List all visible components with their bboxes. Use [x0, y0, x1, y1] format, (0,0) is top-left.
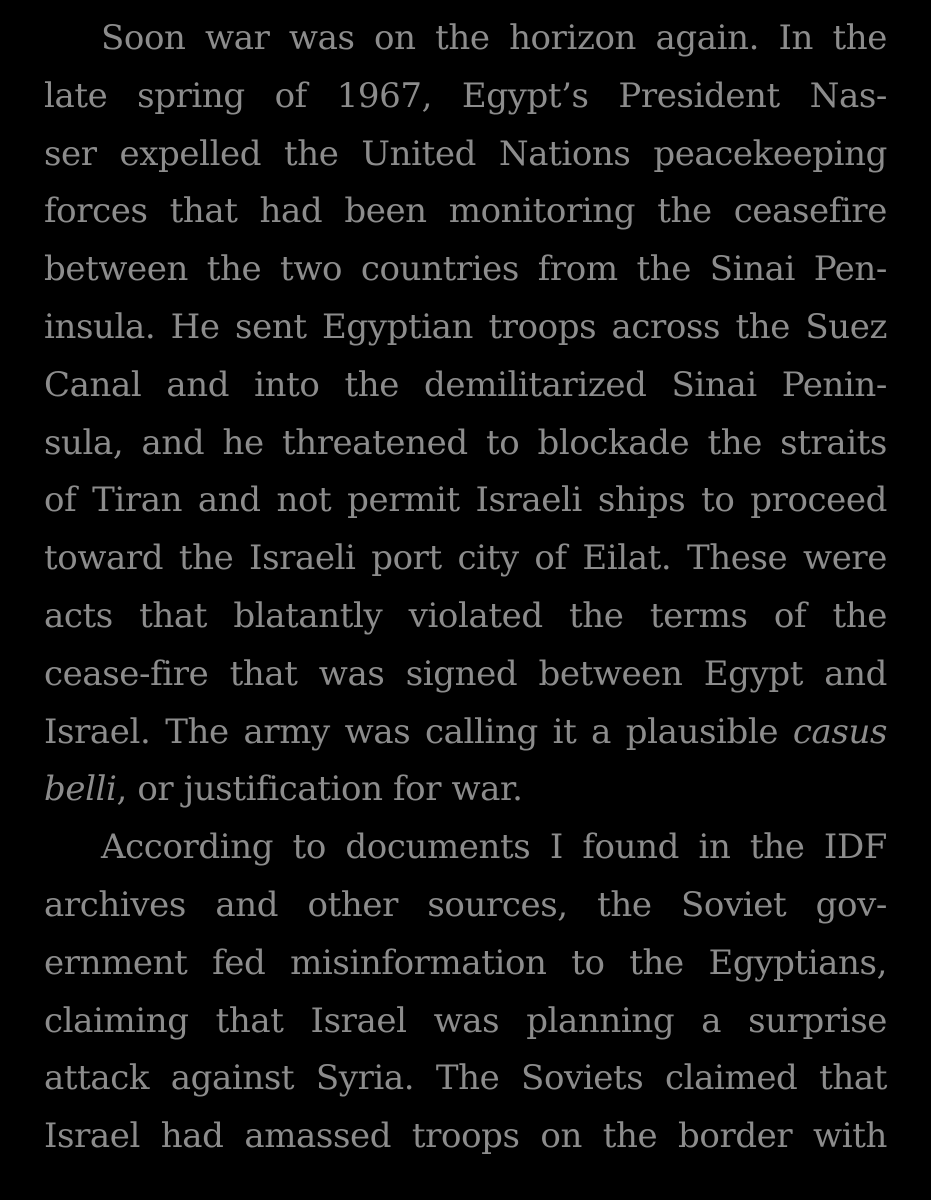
- text-line: ernment fed misinformation to the Egyptians,: [44, 942, 887, 983]
- text-line: Israel had amassed troops on the border with: [44, 1116, 887, 1157]
- text-line: According to documents I found in the IDF: [101, 827, 887, 868]
- text-line: attack against Syria. The Soviets claimed that: [44, 1058, 887, 1099]
- italic-text: casus: [792, 711, 887, 752]
- text-line: cease-fire that was signed between Egypt and: [44, 653, 887, 694]
- text-line: [44, 704, 887, 762]
- paragraph-2: [44, 819, 887, 1166]
- text-line: ser expelled the United Nations peacekeeping: [44, 133, 887, 174]
- text-line: forces that had been monitoring the ceasefire: [44, 191, 887, 232]
- text-line: archives and other sources, the Soviet gov-: [44, 884, 887, 925]
- text-run: Israel. The army was calling it a plausible: [44, 711, 779, 752]
- text-line: insula. He sent Egyptian troops across the Suez: [44, 306, 887, 347]
- text-line: between the two countries from the Sinai Pen-: [44, 249, 887, 290]
- text-line: toward the Israeli port city of Eilat. These were: [44, 538, 887, 579]
- book-page: [44, 10, 887, 1166]
- italic-text: belli: [44, 769, 117, 810]
- paragraph-1: [44, 10, 887, 819]
- text-line: acts that blatantly violated the terms of the: [44, 595, 887, 636]
- text-run: , or justification for war.: [116, 769, 523, 810]
- text-line: claiming that Israel was planning a surprise: [44, 1000, 887, 1041]
- text-line: sula, and he threatened to blockade the straits: [44, 422, 887, 463]
- text-line: Soon war was on the horizon again. In the: [101, 18, 887, 58]
- text-line: Canal and into the demilitarized Sinai Penin-: [44, 364, 887, 405]
- text-line: [44, 761, 887, 819]
- text-line: late spring of 1967, Egypt’s President Nas-: [44, 75, 887, 116]
- text-line: of Tiran and not permit Israeli ships to proceed: [44, 480, 887, 521]
